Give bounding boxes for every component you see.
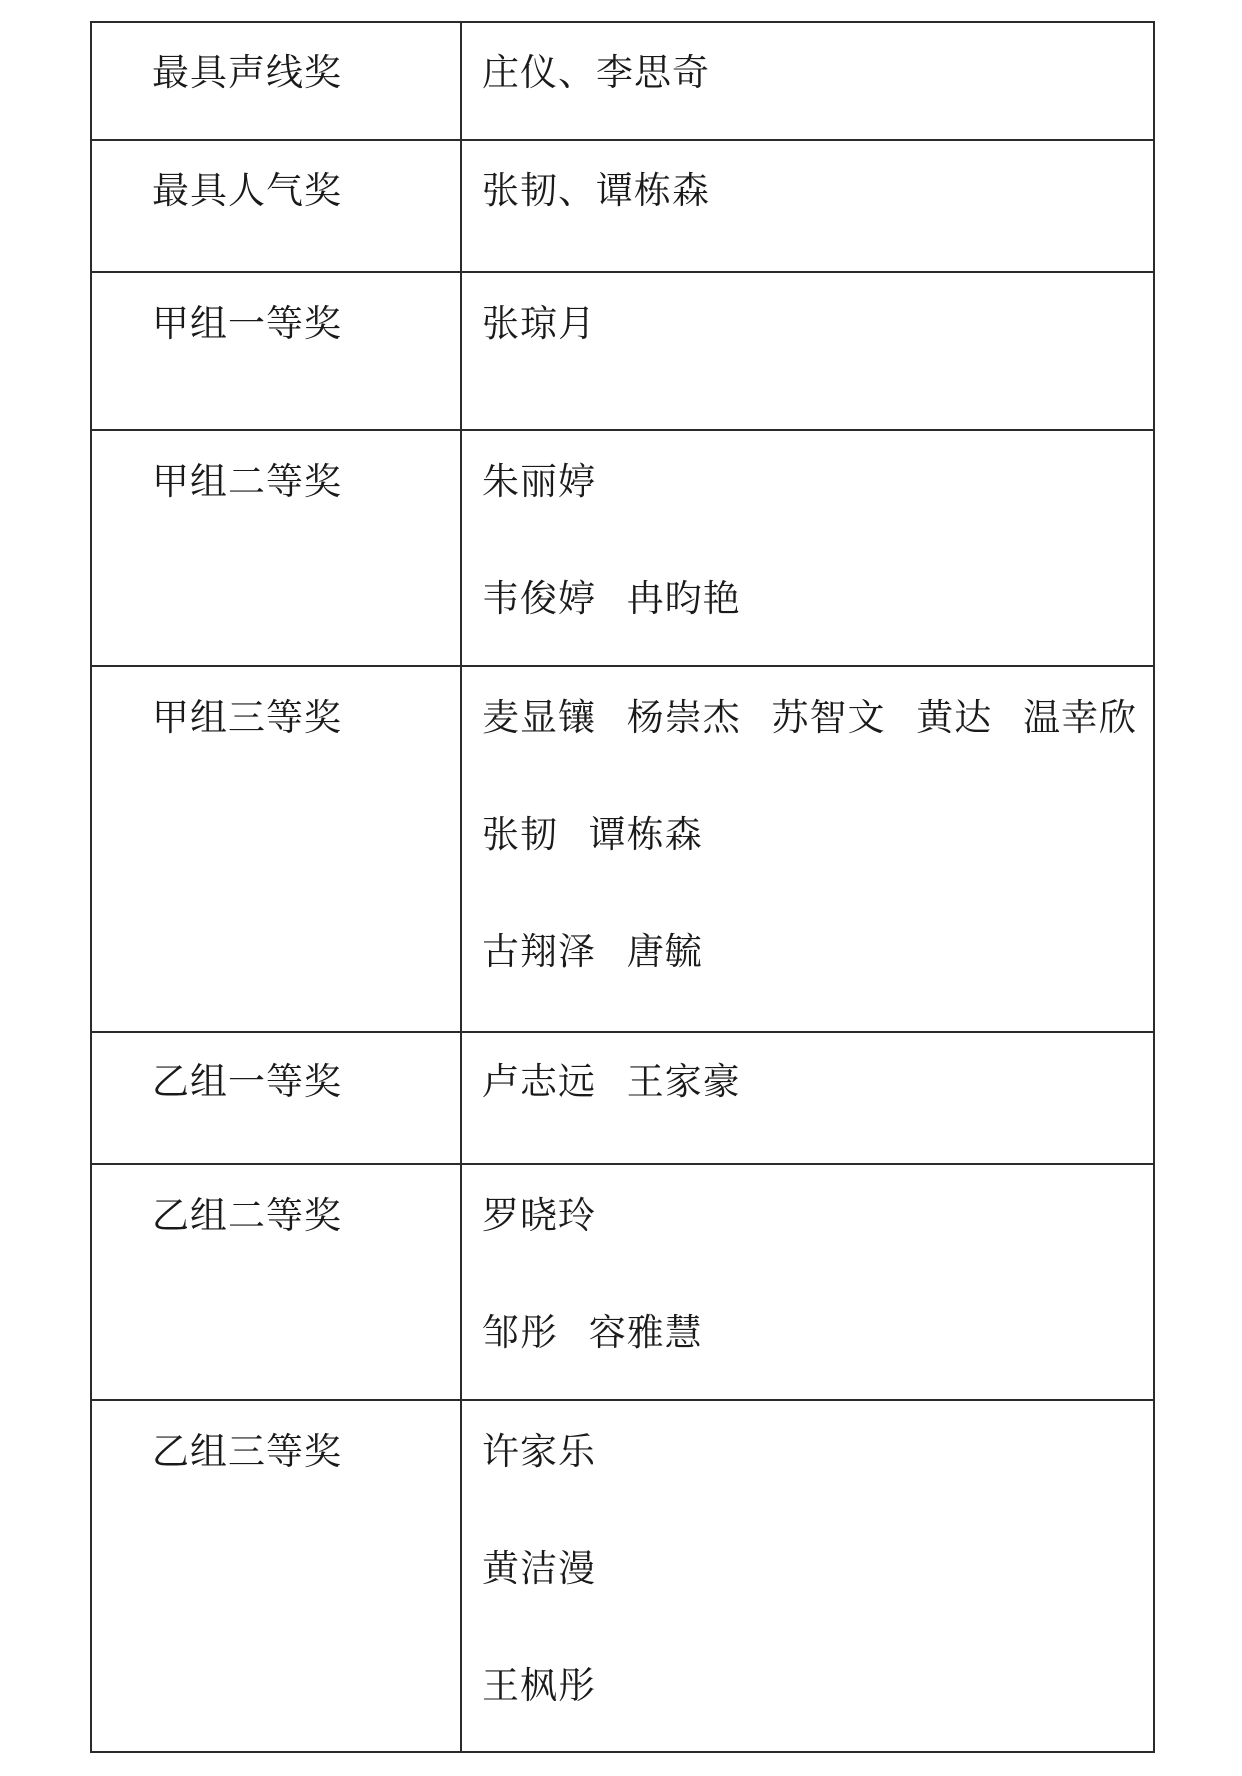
table-row <box>91 272 1154 430</box>
table-row <box>91 430 1154 666</box>
awards-table <box>90 21 1155 1753</box>
award-name: 甲组三等奖 <box>152 696 342 739</box>
winners-cell <box>461 1400 1154 1752</box>
award-name: 甲组一等奖 <box>152 302 342 345</box>
award-name-cell <box>91 1164 461 1400</box>
winners-line <box>482 813 1153 856</box>
table-row <box>91 1400 1154 1752</box>
winner-name: 杨崇杰 <box>626 696 741 739</box>
winner-name: 古翔泽 <box>482 930 596 973</box>
winners-line <box>482 169 1153 212</box>
award-name-cell <box>91 430 461 666</box>
winners-line <box>482 302 1153 345</box>
winners-line <box>482 930 1153 973</box>
winners-line <box>482 1430 1153 1473</box>
winner-name: 卢志远 <box>482 1060 596 1103</box>
award-name-cell <box>91 272 461 430</box>
winners-line <box>482 1311 1153 1354</box>
winner-name: 容雅慧 <box>588 1311 703 1354</box>
winner-name: 温幸欣 <box>1023 696 1138 739</box>
awards-table-body <box>91 22 1154 1752</box>
award-name: 甲组二等奖 <box>152 460 342 503</box>
award-name: 乙组一等奖 <box>152 1060 342 1103</box>
winner-name: 唐毓 <box>626 930 703 973</box>
award-name: 乙组二等奖 <box>152 1194 342 1237</box>
winner-name: 邹彤 <box>482 1311 558 1354</box>
award-name: 最具人气奖 <box>152 169 342 212</box>
winners-line <box>482 696 1153 739</box>
award-name-cell <box>91 140 461 272</box>
winners-cell <box>461 1164 1154 1400</box>
winner-name: 谭栋森 <box>588 813 703 856</box>
winner-name: 张韧、谭栋森 <box>482 169 710 212</box>
winner-name: 朱丽婷 <box>482 460 596 503</box>
table-row <box>91 140 1154 272</box>
winners-cell <box>461 140 1154 272</box>
winner-name: 张琼月 <box>482 302 596 345</box>
winner-name: 王枫彤 <box>482 1664 596 1707</box>
winner-name: 张韧 <box>482 813 558 856</box>
winner-name: 麦显镶 <box>482 696 596 739</box>
winners-cell <box>461 272 1154 430</box>
award-name-cell <box>91 666 461 1032</box>
winner-name: 韦俊婷 <box>482 577 596 620</box>
winners-line <box>482 577 1153 620</box>
award-name-cell <box>91 1400 461 1752</box>
winners-line <box>482 1664 1153 1707</box>
award-name: 乙组三等奖 <box>152 1430 342 1473</box>
winner-name: 冉昀艳 <box>626 577 741 620</box>
winner-name: 罗晓玲 <box>482 1194 596 1237</box>
winners-cell <box>461 430 1154 666</box>
winners-cell <box>461 1032 1154 1164</box>
winner-name: 黄达 <box>916 696 993 739</box>
winners-cell <box>461 666 1154 1032</box>
table-row <box>91 1032 1154 1164</box>
winners-line <box>482 1547 1153 1590</box>
award-name-cell <box>91 22 461 140</box>
award-name-cell <box>91 1032 461 1164</box>
winner-name: 庄仪、李思奇 <box>482 51 710 94</box>
winner-name: 黄洁漫 <box>482 1547 596 1590</box>
winners-cell <box>461 22 1154 140</box>
winner-name: 许家乐 <box>482 1430 596 1473</box>
winners-line <box>482 1060 1153 1103</box>
table-row <box>91 1164 1154 1400</box>
winners-line <box>482 460 1153 503</box>
winner-name: 王家豪 <box>626 1060 741 1103</box>
winner-name: 苏智文 <box>771 696 886 739</box>
table-row <box>91 22 1154 140</box>
winners-line <box>482 1194 1153 1237</box>
winners-line <box>482 51 1153 94</box>
table-row <box>91 666 1154 1032</box>
award-name: 最具声线奖 <box>152 51 342 94</box>
